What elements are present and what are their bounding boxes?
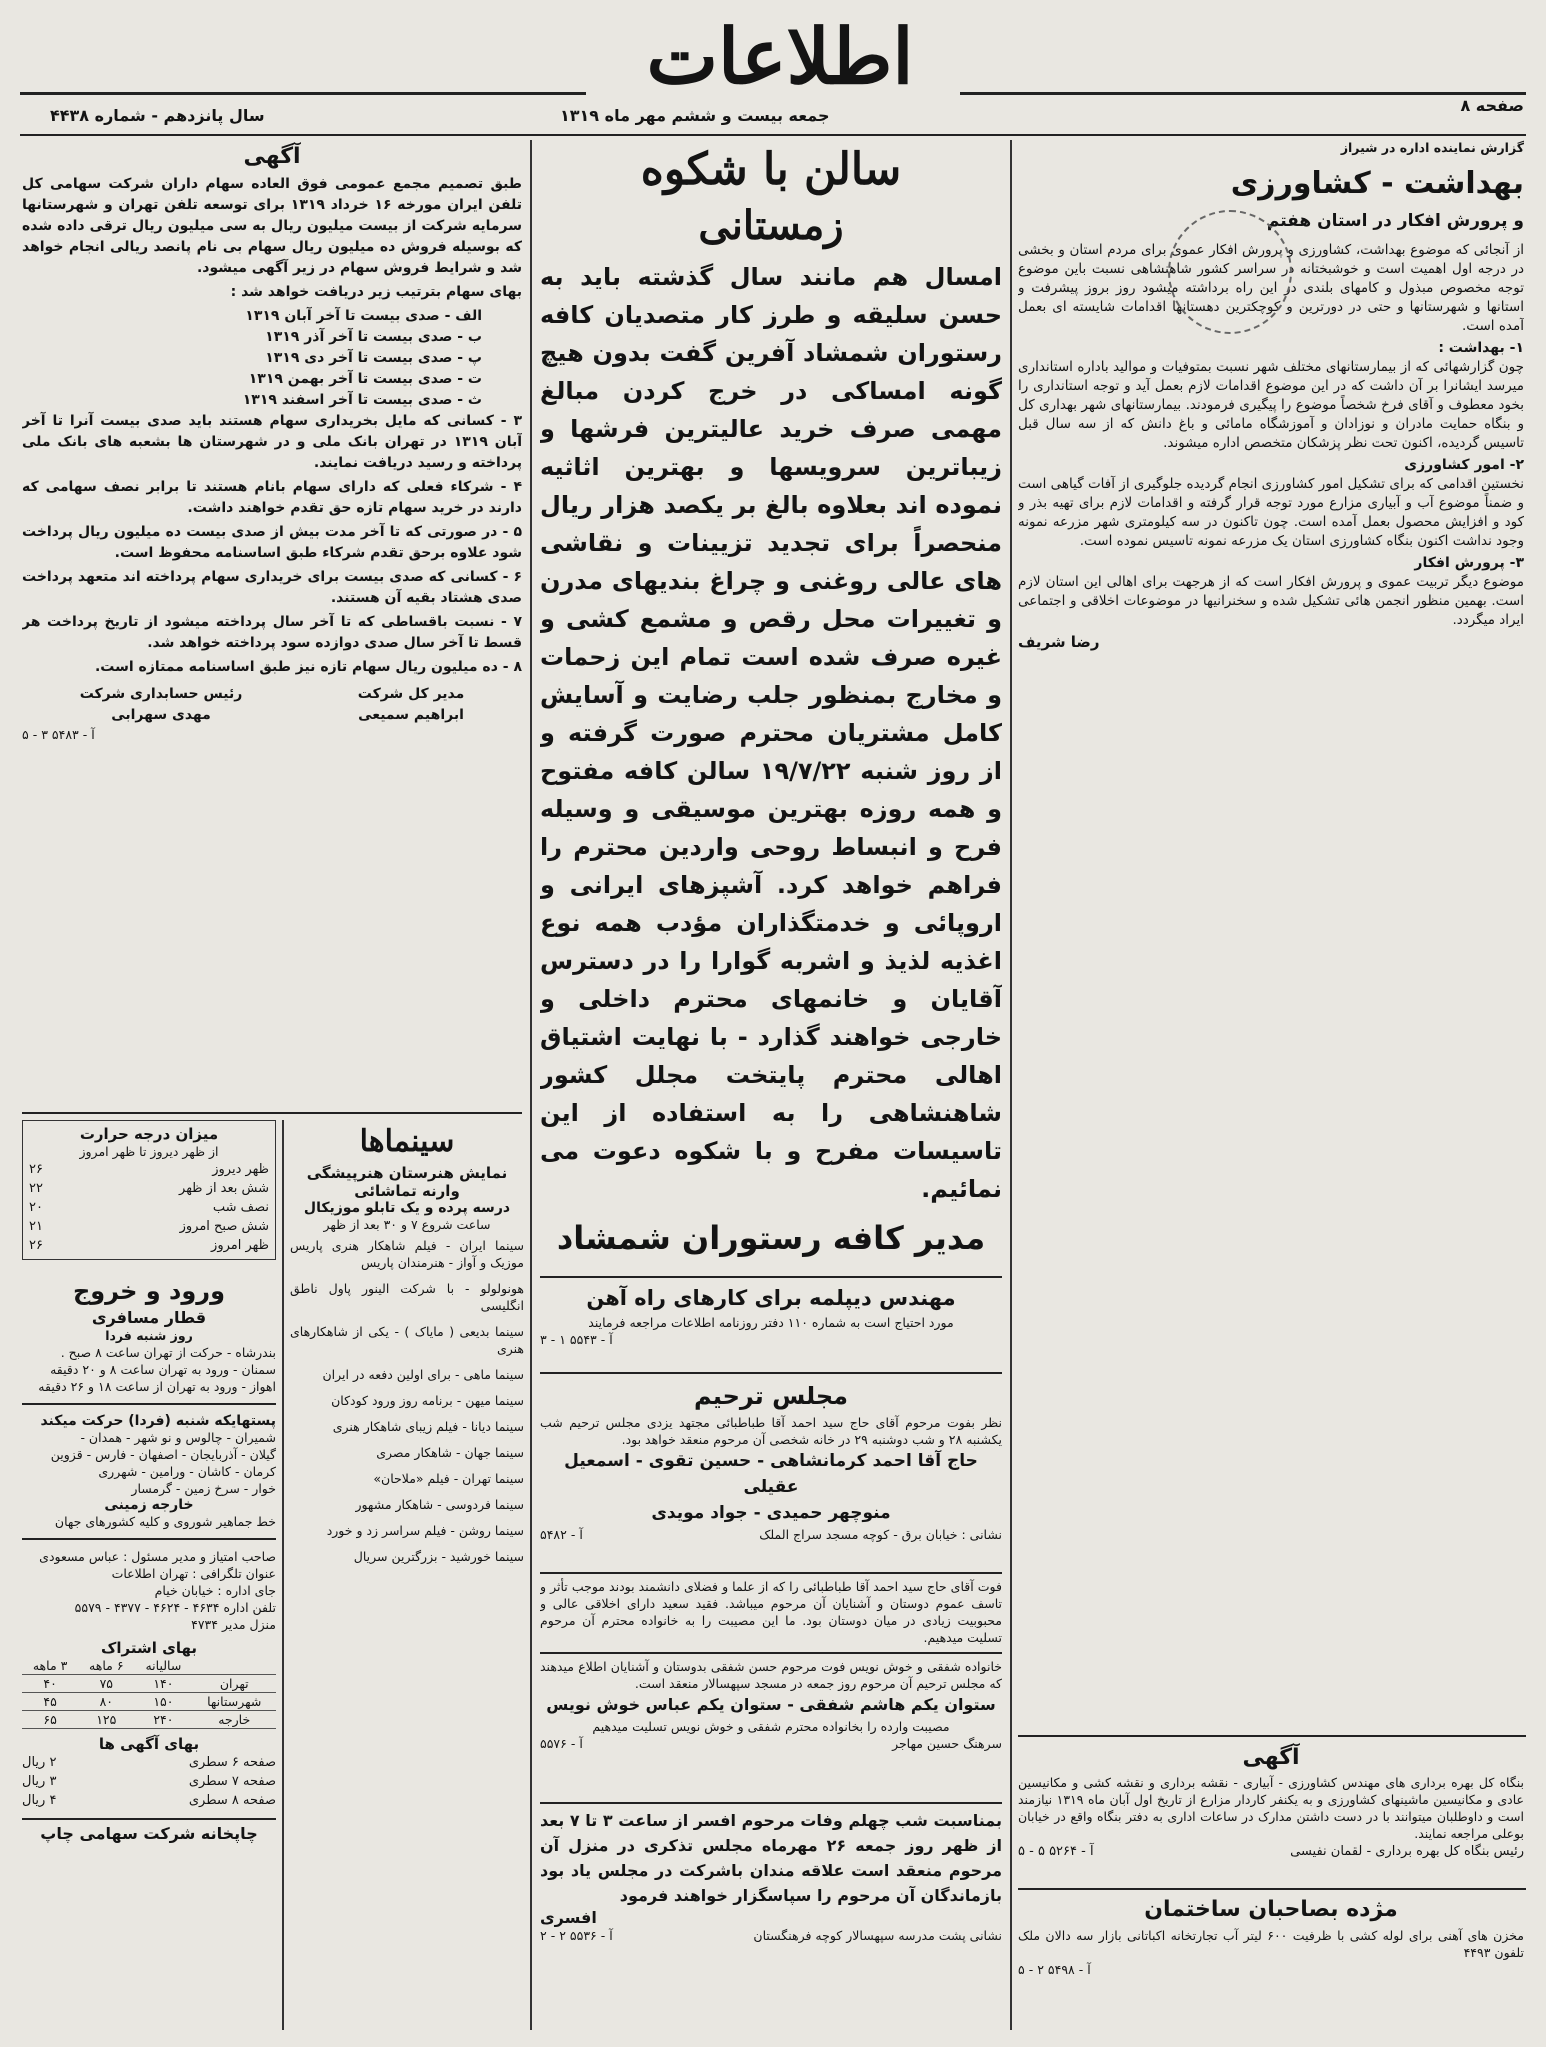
notice-code: آ - ۵۲۶۴ ۵ - ۵ [1018,1844,1094,1859]
installment-item: ث - صدی بیست تا آخر اسفند ۱۳۱۹ [242,392,482,408]
cinema-headline-4: ساعت شروع ۷ و ۳۰ بعد از ظهر [323,1217,491,1232]
subscription-table [22,1657,276,1729]
obituary-body: فوت آقای حاج سید احمد آقا طباطبائی را که از علما و فضلای دانشمند بودند موجب تأثر و تاسف عموم دوستان و آشنایان آن مرحوم میباشد. فقید سعید دارای اخلاقی عالی و محبوبیت زیادی در میان دوستان بود. ما این مصیبت را به خانواده محترم آن مرحوم تسلیت میدهیم. [540,1579,1002,1645]
cafe-body: امسال هم مانند سال گذشته باید به حسن سلیقه و طرز کار متصدیان کافه رستوران شمشاد آفرین گفت بدون هیچ گونه امساکی در خرج کردن مبالغ مهمی صرف خرید عالیترین فرشها و زیباترین سرویسها و بهترین اثاثیه نموده اند بعلاوه بالغ بر یکصد هزار ریال منحصراً برای تجدید تزیینات و نقاشی های عالی روغنی و چراغ بندیهای مدرن و تغییرات محل رقص و مشمع کشی و غیره صرف شده است تمام این زحمات و مخارج بمنظور جلب رضایت و آسایش کامل مشتریان محترم صورت گرفته و از روز شنبه ۱۹/۷/۲۲ سالن کافه مفتوح و همه روزه بهترین موسیقی و وسیله فرح و انبساط روحی واردین محترم را فراهم خواهد کرد. آشپزهای ایرانی و اروپائی و خدمتگذاران مؤدب همه نوع اغذیه لذیذ و اشربه گوارا را در دسترس آقایان و خانمهای محترم داخلی و خارجی خواهند گذارد - با نهایت اشتیاق اهالی محترم پایتخت مجلل کشور شاهنشاهی را به استفاده از این تاسیسات مفرح و با شکوه دعوت می نمائیم. [540,263,1002,1203]
construction-title: مژده بصاحبان ساختمان [1144,1897,1398,1922]
tel-para-5: ۵ - در صورتی که تا آخر مدت بیش از صدی بیست ده میلیون ریال پرداخت شود علاوه برحق تقدم شرکاء طبق اساسنامه محفوظ است. [22,524,522,561]
travel-line: بندرشاه - حرکت از تهران ساعت ۸ صبح . [60,1345,276,1360]
weather-row [29,1160,269,1179]
subscription-cell: ۷۵ [78,1675,134,1693]
rule-notice [1018,1735,1526,1737]
rule-left-bottom [22,1112,522,1114]
ad-rate-label: صفحه ۸ سطری [188,1793,276,1808]
section1-title: ۱- بهداشت : [1438,340,1524,356]
cinema-headline-3: درسه پرده و یک تابلو موزیکال [303,1200,511,1216]
ad-rate-value: ۲ ریال [22,1755,57,1770]
tel-installments-list [22,306,522,411]
cinema-item: سینما خورشید - بزرگترین سریال [353,1549,524,1564]
weather-title: میزان درجه حرارت [79,1125,219,1143]
subscription-header-row [22,1657,276,1675]
weather-label: شش بعد از ظهر [179,1181,269,1196]
cinema-item: سینما ایران - فیلم شاهکار هنری پاریس موزیک و آواز - هنرمندان پاریس [290,1238,524,1270]
weather-value: ۲۲ [29,1181,43,1196]
cinema-headline-1: نمایش هنرستان هنرپیشگی [306,1164,508,1182]
installment-item: ت - صدی بیست تا آخر بهمن ۱۳۱۹ [248,371,482,387]
weather-value: ۲۶ [29,1238,43,1253]
railway-body: مورد احتیاج است به شماره ۱۱۰ دفتر روزنامه اطلاعات مراجعه فرمایند [588,1315,954,1330]
publisher-phones: تلفن اداره ۴۶۳۴ - ۴۶۲۴ - ۴۳۷۷ - ۵۵۷۹ [74,1600,276,1615]
subscription-row [22,1675,276,1693]
construction-code: آ - ۵۴۹۸ ۲ - ۵ [1018,1962,1091,1977]
subscription-cell: شهرستانها [192,1693,276,1711]
travel-box [22,1274,276,1395]
weather-value: ۲۶ [29,1162,43,1177]
weather-subtitle: از ظهر دیروز تا ظهر امروز [79,1144,219,1159]
post-box [22,1413,276,1530]
travel-lines [22,1344,276,1395]
tel-notice-title: آگهی [243,144,301,169]
post-lines [22,1429,276,1497]
rule-mourning [540,1372,1002,1374]
signer2-title: رئیس حسابداری شرکت [79,686,243,702]
ad-rate-row [22,1772,276,1791]
article-intro: از آنجائی که موضوع بهداشت، کشاورزی و پرورش افکار عموی برای مردم استان و بخشی در درجه اول اهمیت است و خوشبختانه در سراسر کشور شاهنشاهی نسبت باین موضوع توجه مخصوص مبذول و کامهای بلندی در این راه برداشته میشود روز بروز پیشرفت و استانها و شهرستانها و حتی در دورترین و کوچکترین دهستانها اقدامات شایسته ای بعمل آمده است. [1018,242,1524,334]
cafe-signature-2 [540,1264,1002,1272]
weather-label: ظهر امروز [211,1238,269,1253]
weather-row [29,1236,269,1255]
article-subtitle: و پرورش افکار در استان هفتم [1266,211,1524,231]
weather-value: ۲۰ [29,1200,43,1215]
subscription-row [22,1711,276,1729]
ad-rate-row [22,1753,276,1772]
subscription-cell: ۱۴۰ [134,1675,192,1693]
post-line: کرمان - کاشان - ورامین - شهرری [98,1464,276,1479]
subscription-cell: ۶۵ [22,1711,78,1729]
railway-code: آ - ۵۵۴۳ ۱ - ۳ [540,1332,613,1347]
cinema-item: سینما دیانا - فیلم زیبای شاهکار هنری [332,1419,524,1434]
ad-rate-row [22,1791,276,1810]
condolence-code: آ - ۵۵۷۶ [540,1736,583,1751]
ink-stamp [1168,210,1292,334]
post-extra: خارجه زمینی [104,1497,194,1513]
mourning-names-2: منوچهر حمیدی - جواد مویدی [651,1503,891,1523]
subscription-header-cell: سالیانه [134,1657,192,1675]
mourning-title: مجلس ترحیم [693,1382,849,1410]
subscription-cell: ۴۵ [22,1693,78,1711]
mourning-names-1: حاج آقا احمد کرمانشاهی - حسین تقوی - اسمعیل عقیلی [564,1451,978,1497]
subscription-cell: ۱۲۵ [78,1711,134,1729]
mourning-code: آ - ۵۴۸۲ [540,1527,583,1542]
cinema-item: هونولولو - با شرکت الینور پاول ناطق انگلیسی [290,1281,524,1313]
weather-row [29,1217,269,1236]
date-line: جمعه بیست و ششم مهر ماه ۱۳۱۹ [560,106,830,125]
weather-row [29,1179,269,1198]
tel-notice-code: آ - ۵۴۸۳ ۳ - ۵ [22,727,95,742]
signer1-name: ابراهیم سمیعی [358,707,464,723]
article-author: رضا شریف [1018,633,1100,651]
issue-line: سال پانزدهم - شماره ۴۴۳۸ [50,106,265,125]
tel-para-1: طبق تصمیم مجمع عمومی فوق العاده سهام داران شرکت سهامی کل تلفن ایران مورخه ۱۶ خرداد ۱۳۱۹ برای توسعه تلفن تهران و شهرستانها سرمایه شرکت از بیست میلیون ریال به سی میلیون ریال ترقی داده شده که بوسیله فروش ده میلیون ریال سهام بی نام پانصد ریالی انجام خواهد شد و شرایط فروش سهام در زیر آگهی میشود. [22,176,522,276]
masthead-rule-right [960,92,1526,95]
publisher-manager-phone: منزل مدیر ۴۷۳۴ [191,1617,276,1632]
memorial-signer: افسری [540,1908,597,1927]
rule-railway [540,1276,1002,1278]
travel-line: سمنان - ورود به تهران ساعت ۸ و ۲۰ دقیقه [50,1362,276,1377]
publisher-office: جای اداره : خیابان خیام [154,1583,276,1598]
section2-title: ۲- امور کشاورزی [1404,457,1524,473]
weather-box [22,1120,276,1260]
subscription-header-cell: ۳ ماهه [22,1657,78,1675]
memorial-notice [540,1808,1002,2008]
post-line: گیلان - آذربایجان - اصفهان - فارس - قزوین [50,1447,276,1462]
cinema-item: سینما روشن - فیلم سراسر زد و خورد [326,1523,524,1538]
memorial-address: نشانی پشت مدرسه سپهسالار کوچه فرهنگستان [753,1928,1002,1943]
ad-rate-label: صفحه ۷ سطری [188,1774,276,1789]
condolence-signer: سرهنگ حسین مهاجر [892,1736,1002,1751]
rule-memorial [540,1802,1002,1804]
ad-rates-box [22,1735,276,1810]
tel-para-6: ۶ - کسانی که صدی بیست برای خریداری سهام پرداخته اند متعهد پرداخت صدی هشتاد بقیه آن هستند. [22,569,522,606]
construction-body: مخزن های آهنی برای لوله کشی با ظرفیت ۶۰۰ لیتر آب تجارتخانه اکباتانی بازار سه دالان ملک تلفون ۴۴۹۳ [1018,1928,1524,1960]
condolence-thanks: مصیبت وارده را بخانواده محترم شفقی و خوش نویس تسلیت میدهیم [592,1719,950,1734]
cafe-ad [540,142,1002,1272]
rule-obituary [540,1572,1002,1574]
subscription-cell: خارجه [192,1711,276,1729]
masthead: اطلاعات [646,12,914,101]
signer2-name: مهدی سهرابی [111,707,211,723]
publisher-owner: صاحب امتیاز و مدیر مسئول : عباس مسعودی [39,1549,276,1564]
memorial-code: آ - ۵۵۳۶ ۲ - ۲ [540,1928,613,1943]
post-line: شمیران - چالوس و نو شهر - همدان - [80,1430,276,1445]
notice-body: بنگاه کل بهره برداری های مهندس کشاورزی - آبیاری - نقشه برداری و نقشه کشی و مکانیسین عادی و مکانیسین ماشینهای کشاورزی و به یکنفر کاردار مزارع از تاریخ اول آبان ماه ۱۳۱۹ نیازمند است و داوطلبان میتوانند با در دست داشتن مدارک در ساعات اداری به دفتر بنگاه واقع در خیابان بوعلی مراجعه نمایند. [1018,1775,1524,1841]
column-rule-2 [530,140,532,2030]
tel-installments-title: بهای سهام بترتیب زیر دریافت خواهد شد : [230,284,522,300]
rule-condolence [540,1652,1002,1654]
ad-rates-table [22,1753,276,1810]
section3-title: ۳- پرورش افکار [1414,555,1524,571]
section2-text: نخستین اقدامی که برای تشکیل امور کشاورزی انجام گردیده جلوگیری از آفات گیاهی است و ضمناً موضوع آب و آبیاری مزارع مورد توجه قرار گرفته و اقدامات لازم برای تهیه بذر و کود و افزایش محصول بعمل آمده است. چون تاکنون در سه کیلومتری شهر مزرعه نمونه وجود نداشت اکنون بنگاه کشاورزی استان یک مزرعه نمونه تاسیس نموده است. [1018,476,1524,549]
rule-publisher [22,1538,276,1540]
cafe-title-2: زمستانی [698,202,844,249]
page-label: صفحه ۸ [1460,96,1524,115]
article-title: بهداشت - کشاورزی [1230,166,1524,201]
ad-rates-title: بهای آگهی ها [98,1735,200,1753]
column-rule-1 [1010,140,1012,2030]
travel-title: ورود و خروج [72,1277,226,1305]
signer1-title: مدیر کل شرکت [357,686,465,702]
condolence-notice [540,1658,1002,1798]
publisher-box [22,1548,276,1633]
tel-para-8: ۸ - ده میلیون ریال سهام تازه نیز طبق اساسنامه ممتازه است. [94,659,522,675]
installment-item: الف - صدی بیست تا آخر آبان ۱۳۱۹ [245,308,482,324]
cinema-item: سینما ماهی - برای اولین دفعه در ایران [322,1367,524,1382]
ad-rate-value: ۴ ریال [22,1793,57,1808]
subscription-cell: ۴۰ [22,1675,78,1693]
mourning-notice [540,1378,1002,1568]
tel-para-4: ۴ - شرکاء فعلی که دارای سهام بانام هستند تا برابر نصف سهامی که دارند در خرید سهام تازه حق تقدم خواهند داشت. [22,479,522,516]
ad-rate-label: صفحه ۶ سطری [188,1755,276,1770]
mourning-body: نظر بفوت مرحوم آقای حاج سید احمد آقا طباطبائی مجتهد یزدی مجلس ترحیم شب یکشنبه ۲۸ و شب دوشنبه ۲۹ در خانه شخصی آن مرحوم منعقد خواهد بود. [540,1415,1002,1447]
condolence-body: خانواده شفقی و خوش نویس فوت مرحوم حسن شفقی بدوستان و آشنایان اطلاع میدهند که مجلس ترحیم آن مرحوم روز جمعه در مسجد سپهسالار منعقد است. [540,1659,1002,1691]
installment-item: ب - صدی بیست تا آخر آذر ۱۳۱۹ [265,329,482,345]
masthead-rule-left [20,92,586,95]
cinema-title: سینماها [359,1124,455,1159]
notice-agricultural [1018,1742,1524,1882]
tel-para-7: ۷ - نسبت باقساطی که تا آخر سال پرداخته میشود از تاریخ پرداخت هر قسط تا آخر سال صدی دوازده سود پرداخته خواهد شد. [22,614,522,651]
cafe-signature-1: مدیر کافه رستوران شمشاد [556,1219,986,1257]
weather-label: نصف شب [212,1200,269,1215]
section1-text: چون گزارشهائی که از بیمارستانهای مختلف شهر نسبت بمتوفیات و مواليد باداره استانداری میرسد ایشانرا بر آن داشت که در این موضوع اقدامات لازم بعمل آید و توجه استانداری را بخود معطوف و آقای فرخ شخصاً موضوع را پیگیری فرمودند. بیمارستانهای شهر بهداری کل و بنگاه حمایت مادران و نوزادان و آموزشگاه مامائی و باغ دانش که از سه سال قبل تاسیس گردیده، اکنون تحت نظر پزشکان متخصص اداره میشوند. [1018,359,1524,451]
ad-rate-value: ۳ ریال [22,1774,57,1789]
printer-line: چاپخانه شرکت سهامی چاپ [22,1818,276,1843]
weather-label: ظهر دیروز [212,1162,269,1177]
subscription-header-cell: ۶ ماهه [78,1657,134,1675]
subscription-cell: ۱۵۰ [134,1693,192,1711]
subscription-header-cell [192,1657,276,1675]
weather-table [29,1160,269,1255]
memorial-body: بمناسبت شب چهلم وفات مرحوم افسر از ساعت ۳ تا ۷ بعد از ظهر روز جمعه ۲۶ مهرماه مجلس تذکری در منزل آن مرحوم منعقد است علاقه مندان باشرکت در مجلس یاد بود بازماندگان آن مرحوم را سپاسگزار خواهند فرمود [540,1811,1002,1905]
notice-signature: رئیس بنگاه کل بهره برداری - لقمان نفیسی [1290,1844,1524,1859]
cinema-headline-2: وارنه تماشائی [354,1182,460,1200]
subscription-cell: ۲۴۰ [134,1711,192,1729]
telephone-notice [22,140,522,1105]
section3-text: موضوع دیگر تربیت عموی و پرورش افکار است که از هرجهت برای اهالی این استان لازم است. بهمین منظور انجمن هائی تشکیل شده و سخنرانیها در موضوعات اخلاقی و اجتماعی ایراد میگردد. [1018,574,1524,628]
rule-construction [1018,1888,1526,1890]
tel-para-3: ۳ - کسانی که مایل بخریداری سهام هستند باید صدی بیست آنرا تا آخر آبان ۱۳۱۹ در تهران بانک ملی و در شهرستان ها بشعبه های بانک ملی پرداخته و رسید دریافت نمایند. [22,413,522,471]
mourning-address: نشانی : خیابان برق - کوچه مسجد سراج الملک [759,1527,1002,1542]
travel-line: اهواز - ورود به تهران از ساعت ۱۸ و ۲۶ دقیقه [38,1379,276,1394]
cinema-item: سینما تهران - فیلم «ملاحان» [373,1471,524,1486]
post-line: خوار - سرخ زمین - گرمسار [131,1481,276,1496]
weather-label: شش صبح امروز [179,1219,269,1234]
post-extra-line: خط جماهیر شوروی و کلیه کشورهای جهان [54,1514,276,1529]
railway-title: مهندس دیپلمه برای کارهای راه آهن [586,1286,956,1310]
column-rule-3 [282,1120,284,2030]
cinema-column [290,1120,524,2025]
reporter-line: گزارش نماینده اداره در شیراز [1340,140,1524,155]
cafe-title-1: سالن با شکوه [640,144,902,195]
info-column [22,1120,276,2025]
subscription-title: بهای اشتراک [101,1639,197,1657]
weather-value: ۲۱ [29,1219,43,1234]
health-article [1018,140,1524,1730]
installment-item: پ - صدی بیست تا آخر دی ۱۳۱۹ [265,350,482,366]
obituary [540,1578,1002,1648]
railway-ad [540,1282,1002,1368]
cinema-item: سینما بدیعی ( مایاک ) - یکی از شاهکارهای هنری [290,1324,524,1356]
subscription-cell: ۸۰ [78,1693,134,1711]
subscription-cell: تهران [192,1675,276,1693]
publisher-address: عنوان تلگرافی : تهران اطلاعات [111,1566,276,1581]
cinema-item: سینما فردوسی - شاهکار مشهور [355,1497,524,1512]
subscription-box [22,1639,276,1729]
notice-construction [1018,1893,1524,2023]
condolence-names: ستوان یکم هاشم شفقی - ستوان یکم عباس خوش نویس [546,1695,996,1714]
weather-row [29,1198,269,1217]
notice-title: آگهی [1242,1745,1300,1770]
top-rule [20,134,1526,136]
post-title: پستهایکه شنبه (فردا) حرکت میکند [40,1413,276,1429]
rule-post [22,1403,276,1405]
cinema-listings [290,1237,524,1565]
subscription-row [22,1693,276,1711]
travel-day: روز شنبه فردا [105,1328,193,1343]
cinema-item: سینما جهان - شاهکار مصری [376,1445,524,1460]
cinema-item: سینما میهن - برنامه روز ورود کودکان [331,1393,524,1408]
travel-subtitle: قطار مسافری [91,1308,207,1327]
